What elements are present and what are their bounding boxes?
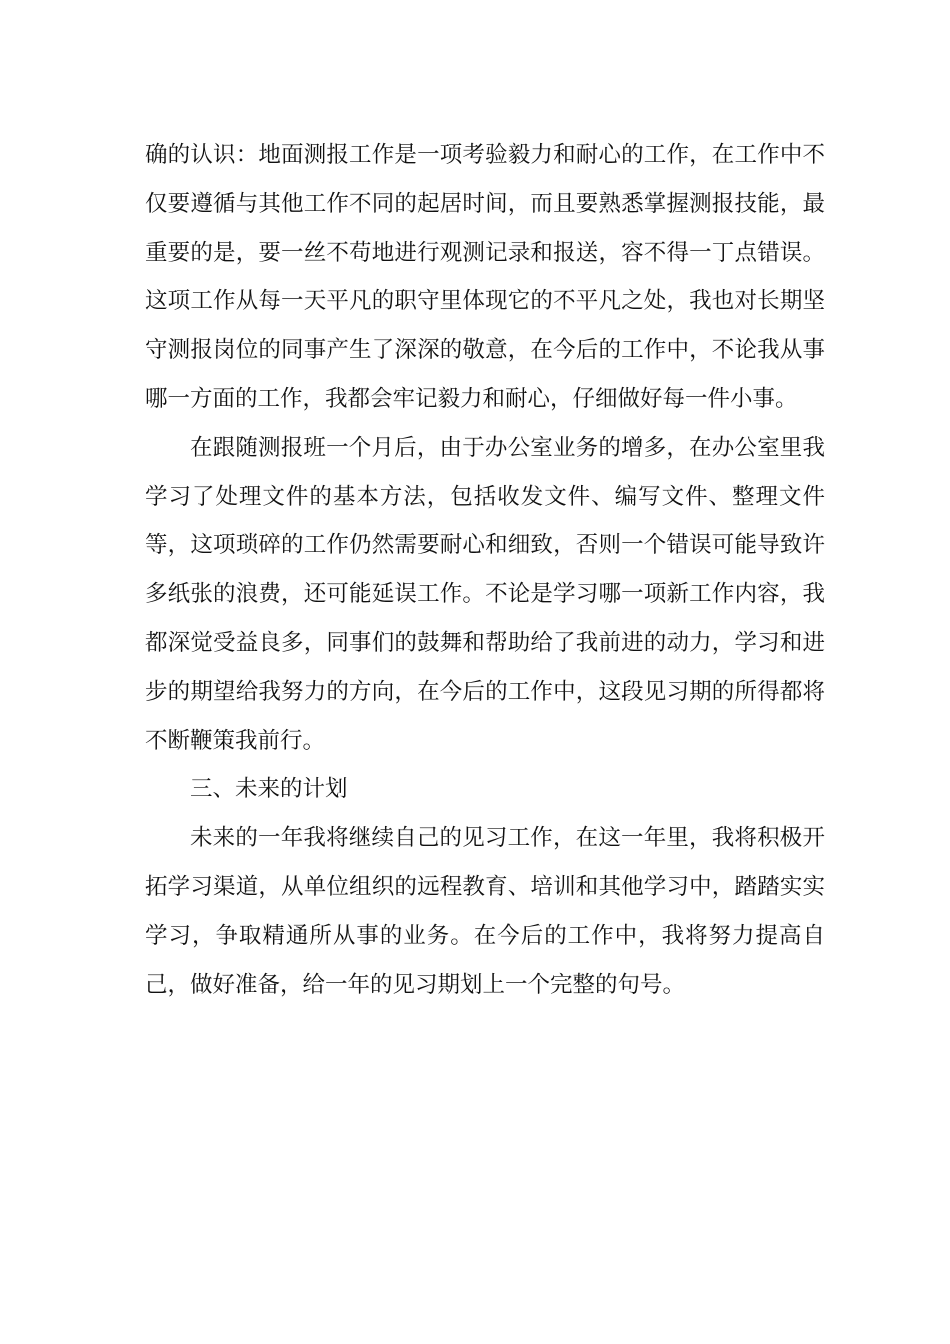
section-heading-future-plan: 三、未来的计划 [190,776,348,803]
paragraph-continuation: 确的认识：地面测报工作是一项考验毅力和耐心的工作，在工作中不仅要遵循与其他工作不同的起居时间，而且要熟悉掌握测报技能，最重要的是，要一丝不苟地进行观测记录和报送，容不得一丁点错误。这项工作从每一天平凡的职守里体现它的不平凡之处，我也对长期坚守测报岗位的同事产生了深深的敬意，在今后的工作中，不论我从事哪一方面的工作，我都会牢记毅力和耐心，仔细做好每一件小事。 [145,142,825,412]
paragraph-office-work: 在跟随测报班一个月后，由于办公室业务的增多，在办公室里我学习了处理文件的基本方法，包括收发文件、编写文件、整理文件等，这项琐碎的工作仍然需要耐心和细致，否则一个错误可能导致许多纸张的浪费，还可能延误工作。不论是学习哪一项新工作内容，我都深觉受益良多，同事们的鼓舞和帮助给了我前进的动力，学习和进步的期望给我努力的方向，在今后的工作中，这段见习期的所得都将不断鞭策我前行。 [145,434,825,754]
document-body [145,131,825,1009]
paragraph-future-plan: 未来的一年我将继续自己的见习工作，在这一年里，我将积极开拓学习渠道，从单位组织的远程教育、培训和其他学习中，踏踏实实学习，争取精通所从事的业务。在今后的工作中，我将努力提高自己，做好准备，给一年的见习期划上一个完整的句号。 [145,825,825,998]
